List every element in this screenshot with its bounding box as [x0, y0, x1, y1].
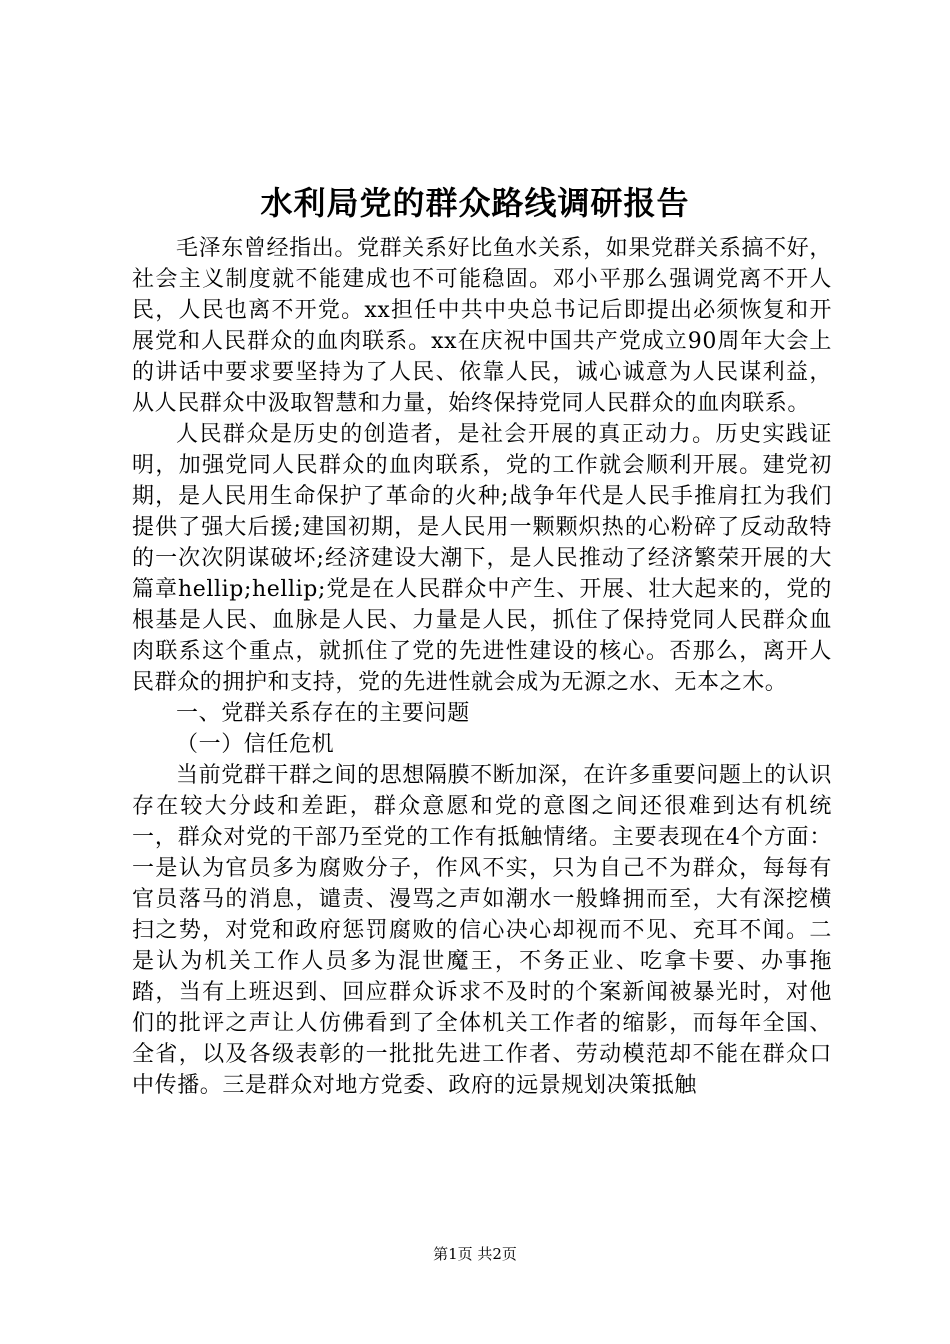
- paragraph-1: 毛泽东曾经指出。党群关系好比鱼水关系，如果党群关系搞不好，社会主义制度就不能建成也不可能稳固。邓小平那么强调党离不开人民，人民也离不开党。xx担任中共中央总书记后即提出必须恢复和开展党和人民群众的血肉联系。xx在庆祝中国共产党成立90周年大会上的讲话中要求要坚持为了人民、依靠人民，诚心诚意为人民谋利益，从人民群众中汲取智慧和力量，始终保持党同人民群众的血肉联系。: [132, 236, 832, 416]
- paragraph-2: 人民群众是历史的创造者，是社会开展的真正动力。历史实践证明，加强党同人民群众的血肉联系，党的工作就会顺利开展。建党初期，是人民用生命保护了革命的火种;战争年代是人民手推肩扛为我们提供了强大后援;建国初期，是人民用一颗颗炽热的心粉碎了反动敌特的一次次阴谋破坏;经济建设大潮下，是人民推动了经济繁荣开展的大篇章hellip;hellip;党是在人民群众中产生、开展、壮大起来的，党的根基是人民、血脉是人民、力量是人民，抓住了保持党同人民群众血肉联系这个重点，就抓住了党的先进性建设的核心。否那么，离开人民群众的拥护和支持，党的先进性就会成为无源之水、无本之木。: [132, 422, 832, 695]
- page-footer: 第1页 共2页: [433, 1245, 517, 1263]
- document-title: 水利局党的群众路线调研报告: [260, 184, 690, 222]
- document-body: [132, 233, 832, 1101]
- paragraph-3: 当前党群干群之间的思想隔膜不断加深，在许多重要问题上的认识存在较大分歧和差距，群众意愿和党的意图之间还很难到达有机统一，群众对党的干部乃至党的工作有抵触情绪。主要表现在4个方面：一是认为官员多为腐败分子，作风不实，只为自己不为群众，每每有官员落马的消息，谴责、漫骂之声如潮水一般蜂拥而至，大有深挖横扫之势，对党和政府惩罚腐败的信心决心却视而不见、充耳不闻。二是认为机关工作人员多为混世魔王，不务正业、吃拿卡要、办事拖踏，当有上班迟到、回应群众诉求不及时的个案新闻被暴光时，对他们的批评之声让人仿佛看到了全体机关工作者的缩影，而每年全国、全省，以及各级表彰的一批批先进工作者、劳动模范却不能在群众口中传播。三是群众对地方党委、政府的远景规划决策抵触: [132, 763, 832, 1098]
- section-heading: 一、党群关系存在的主要问题: [176, 701, 470, 726]
- subsection-heading: （一）信任危机: [176, 732, 335, 757]
